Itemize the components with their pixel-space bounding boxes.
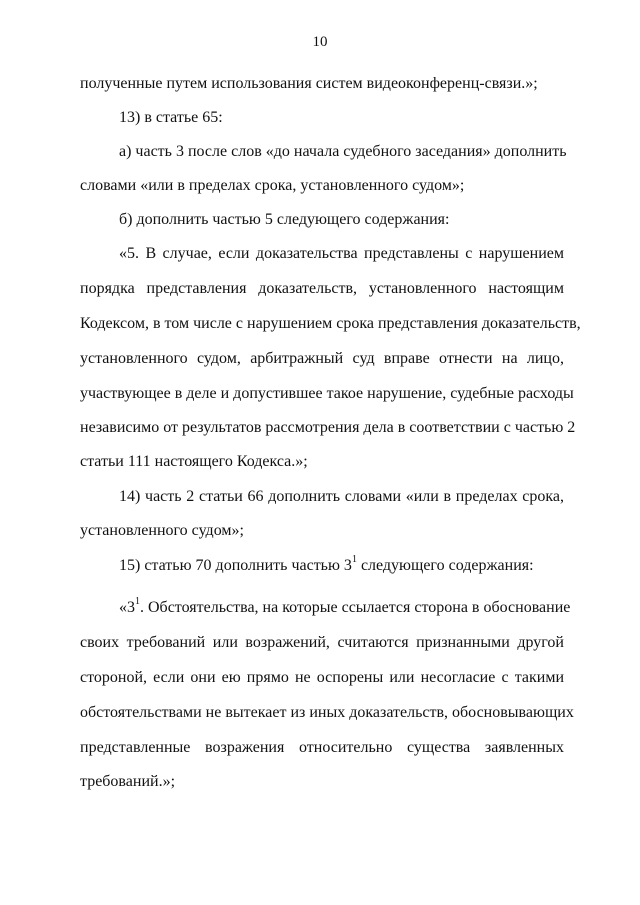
text-line: статьи 111 настоящего Кодекса.»;: [80, 453, 308, 470]
text-line: требований.»;: [80, 773, 176, 790]
text-line: б) дополнить частью 5 следующего содержания:: [119, 211, 450, 228]
text-line: обстоятельствами не вытекает из иных доказательств, обосновывающих: [80, 704, 574, 721]
text-line: словами «или в пределах срока, установленного судом»;: [80, 177, 465, 194]
text-line: стороной, если они ею прямо не оспорены или несогласие с такими: [80, 669, 564, 686]
text-line: независимо от результатов рассмотрения дела в соответствии с частью 2: [80, 419, 576, 436]
superscript: 1: [351, 554, 357, 565]
text-line: представленные возражения относительно существа заявленных: [80, 739, 564, 756]
text-line: 13) в статье 65:: [119, 109, 223, 126]
page-number: 10: [312, 34, 328, 50]
text-line: «$3^1$. Обстоятельства, на которые ссылается сторона в обоснование: [119, 596, 571, 616]
text-line: своих требований или возражений, считаются признанными другой: [80, 634, 564, 651]
text-line: установленного судом»;: [80, 522, 244, 539]
text-line: 15) статью 70 дополнить частью $3^1$ следующего содержания:: [119, 554, 534, 574]
text-line: полученные путем использования систем видеоконференц-связи.»;: [80, 75, 538, 92]
text-line: участвующее в деле и допустившее такое нарушение, судебные расходы: [80, 385, 574, 402]
text-line: порядка представления доказательств, установленного настоящим: [80, 280, 564, 297]
text-line: установленного судом, арбитражный суд вправе отнести на лицо,: [80, 350, 564, 367]
text-line: Кодексом, в том числе с нарушением срока представления доказательств,: [80, 315, 581, 332]
superscript: 1: [135, 596, 140, 607]
text-line: а) часть 3 после слов «до начала судебного заседания» дополнить: [119, 143, 567, 160]
text-line: 14) часть 2 статьи 66 дополнить словами «или в пределах срока,: [119, 488, 564, 505]
text-line: «5. В случае, если доказательства представлены с нарушением: [119, 245, 564, 262]
